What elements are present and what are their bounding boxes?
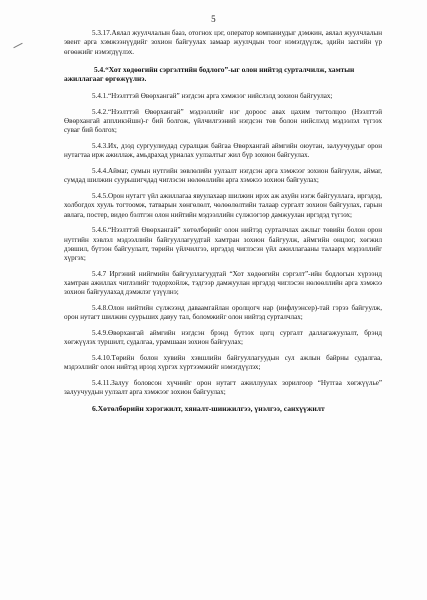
paragraph-5-4-6: 5.4.6.“Нээлттэй Өвөрхангай” хөтөлбөрийг олон нийтэд сурталчлах ажлыг төвийн болон орон нутгийн хэвлэл мэдээллийн байгууллагуудтай хамтран зохион байгуулж, аймгийн онцлог, хөгжил дэвшил, бүтээн байгуулалт, төрийн үйлчилгээ, иргэдэд чиглэсэн үйл ажиллагааны талаарх мэдээллийг хүргэх; xyxy=(64,226,382,263)
paragraph-5-4-2: 5.4.2.“Нээлттэй Өвөрхангай” мэдээллийг нэг дороос авах цахим төгтолцоо (Нээлттэй Өвөрхангай аппликэйшн)-г бий болгож, үйлчилгээний нэгдсэн төв болон нийслэлд мэдээлэл түгээх суваг бий болгох; xyxy=(64,107,382,135)
paragraph-5-3-17: 5.3.17.Аялал жуулчлалын бааз, отогнох цэг, оператор компаниудыг дэмжин, аялал жуулчлалын эвент арга хэмжээнүүдийг зохион байгуулах замаар жуулчдын тоог нэмэгдүүлж, эдийн засгийн үр өгөөжийг нэмэгдүүлэх. xyxy=(64,29,382,56)
paragraph-5-4-4: 5.4.4.Аймаг, сумын нутгийн зөвлөлийн уулзалт нэгдсэн арга хэмжээг зохион байгуулж, аймаг, сумдад шилжин суурьшигчдад чиглэсэн нөлөөллийн арга хэмжээ зохион байгуулах; xyxy=(64,167,382,185)
paragraph-5-4-8: 5.4.8.Олон нийтийн сүлжээнд даваамгайлан оролцогч нар (инфлуэнсер)-тай гэрээ байгуулж, орон нутагт шилжин суурьших давуу тал, боломжийг олон нийтэд сурталчлах; xyxy=(64,304,382,322)
scan-artifact-mark xyxy=(12,40,26,52)
section-heading-6: 6.Хөтөлбөрийн хэрэгжилт, хяналт-шинжилгээ, үнэлгээ, санхүүжилт xyxy=(92,404,325,414)
section-heading-5-4: 5.4.“Хот хөдөөгийн сэргэлтийн бодлого”-ыг олон нийтэд сурталчилж, хамтын ажиллагааг өргөжүүлнэ. xyxy=(64,64,355,84)
paragraph-5-4-7: 5.4.7 Иргэний нийгмийн байгууллагуудтай “Хот хөдөөгийн сэргэлт”-ийн бодлогын хүрээнд хамтран ажиллах чиглэлийг тодорхойлж, тэдгээр дамжуулан иргэдэд чиглэсэн нөлөөллийн арга хэмжээ зохион байгуулахад дэмжлэг үзүүлнэ; xyxy=(64,269,382,297)
page-number: 5 xyxy=(211,14,216,24)
paragraph-5-4-3: 5.4.3.Их, дээд сургуулиудад суралцаж байгаа Өвөрхангай аймгийн оюутан, залуучуудыг орон нутагтаа ирж ажиллаж, амьдрахад уриалах уулзалтыг жил бүр зохион байгуулах. xyxy=(64,142,382,160)
paragraph-5-4-10: 5.4.10.Төрийн болон хувийн хэвшлийн байгууллагуудын сул ажлын байрны судалгаа, мэдээллийг олон нийтэд ирээд хүргэх хүртээмжийг нэмэгдүүлэх; xyxy=(64,354,382,372)
document-body xyxy=(64,29,382,422)
paragraph-5-4-9: 5.4.9.Өвөрхангай аймгийн нэгдсэн брэнд бүтээх цогц сургалт даллагажуулалт, брэнд хөгжүүлэх туршилт, судалгаа, урамшаан зохион байгуулах; xyxy=(64,329,382,347)
paragraph-5-4-11: 5.4.11.Залуу боловсон хүчнийг орон нутагт ажиллуулах зорилгоор “Нутгаа хөгжүүлье” залуучуудын уулзалт арга хэмжээг зохион байгуулах; xyxy=(64,379,382,397)
paragraph-5-4-5: 5.4.5.Орон нутагт үйл ажиллагаа явуулахаар шилжин ирэх аж ахуйн нэгж байгууллага, иргэдэд, холбогдох хууль тогтоомж, татварын хөнгөлөлт, чөлөөлөлтийн талаар сургалт зохион байгуулах, гарын авлага, постер, видео бэлтгэн олон нийтийн мэдээллийн сүлжээгээр дамжуулан иргэдэд түгээх; xyxy=(64,192,382,219)
paragraph-5-4-1: 5.4.1.“Нээлттэй Өвөрхангай” нэгдсэн арга хэмжээг нийслэлд зохион байгуулах; xyxy=(92,92,333,101)
